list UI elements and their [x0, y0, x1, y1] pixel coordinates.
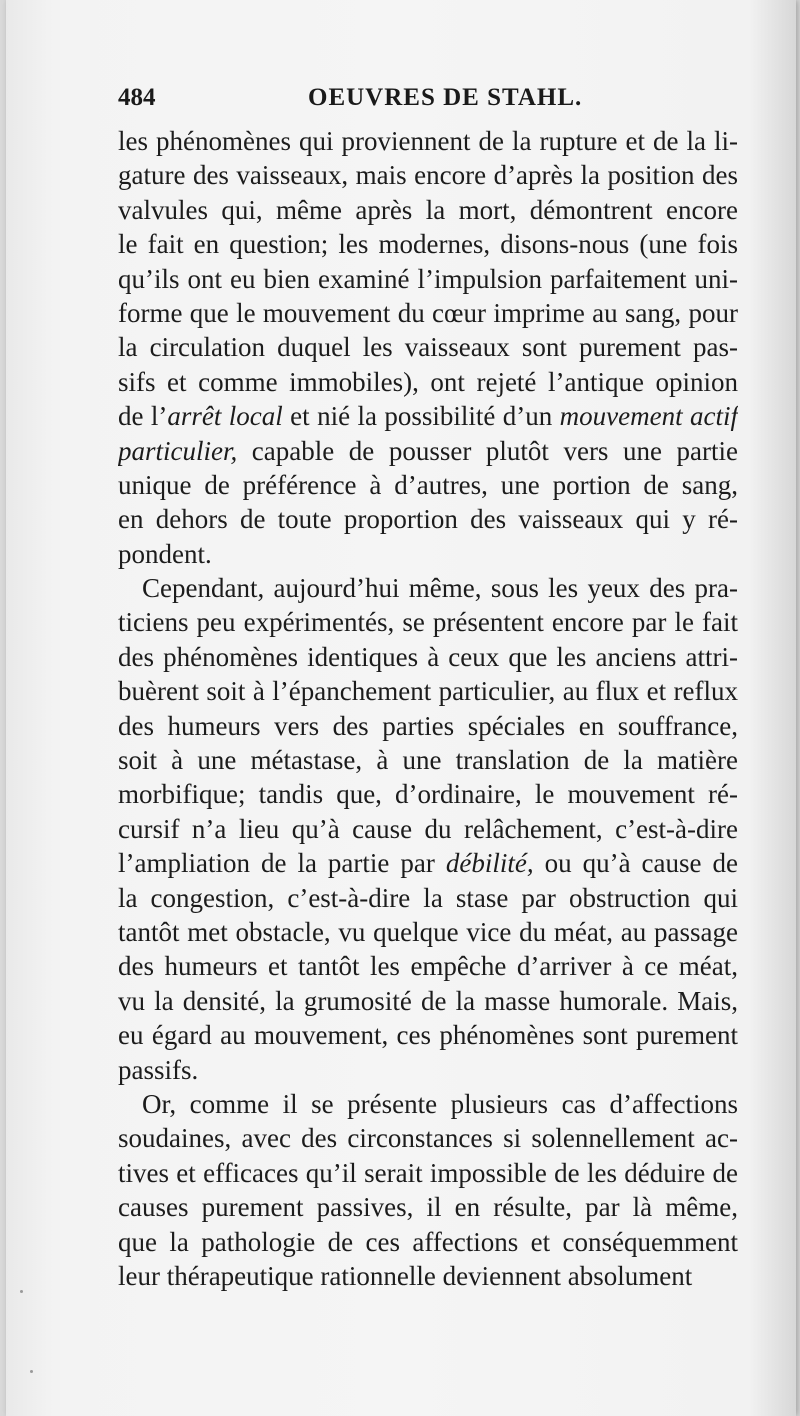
text-line: tantôt met obstacle, vu quelque vice du méat, au passage — [118, 916, 738, 947]
text-line — [118, 399, 738, 433]
paragraph — [118, 571, 738, 1087]
text-line: en dehors de toute proportion des vaisseaux qui y ré- — [118, 504, 738, 535]
text-line: cursif n’a lieu qu’à cause du relâchement, c’est-à-dire — [118, 813, 738, 844]
text-line: forme que le mouvement du cœur imprime au sang, pour — [118, 297, 738, 328]
text-line: gature des vaisseaux, mais encore d’après la position des — [118, 160, 738, 191]
text-line: leur thérapeutique rationnelle deviennent absolument — [118, 1260, 693, 1291]
text-fragment: et nié la possibilité d’un — [282, 401, 560, 432]
text-line: des humeurs vers des parties spéciales en souffrance, — [118, 710, 738, 741]
book-page — [6, 0, 796, 1416]
paper-speck — [30, 1370, 33, 1373]
text-line: vu la densité, la grumosité de la masse humorale. Mais, — [118, 985, 738, 1016]
page-number: 484 — [118, 84, 156, 111]
text-line: eu égard au mouvement, ces phénomènes sont purement — [118, 1020, 738, 1051]
text-line: ticiens peu expérimentés, se présentent encore par le fait — [118, 607, 738, 638]
text-line: passifs. — [118, 1054, 199, 1085]
text-fragment: ou qu’à cause de — [533, 848, 738, 879]
italic-text: particulier, — [118, 435, 238, 466]
page-header — [118, 84, 738, 120]
text-line: pondent. — [118, 538, 212, 569]
text-line: valvules qui, même après la mort, démontrent encore — [118, 194, 738, 225]
text-line: Or, comme il se présente plusieurs cas d’affections — [142, 1088, 738, 1119]
paragraph — [118, 1087, 738, 1293]
text-fragment: capable de pousser plutôt vers une partie — [237, 435, 738, 466]
italic-text: arrêt local — [167, 401, 283, 432]
text-line: des humeurs et tantôt les empêche d’arriver à ce méat, — [118, 951, 738, 982]
paper-speck — [20, 1290, 23, 1293]
text-fragment: l’ampliation de la partie par — [118, 848, 446, 879]
text-fragment: de l’ — [118, 401, 168, 432]
text-line: des phénomènes identiques à ceux que les anciens attri- — [118, 641, 738, 672]
text-line: sifs et comme immobiles), ont rejeté l’antique opinion — [118, 366, 738, 397]
paragraph — [118, 124, 738, 571]
text-line: les phénomènes qui proviennent de la rupture et de la li- — [118, 126, 738, 156]
text-line: morbifique; tandis que, d’ordinaire, le mouvement ré- — [118, 779, 738, 810]
text-line: soudaines, avec des circonstances si solennellement ac- — [118, 1123, 738, 1154]
text-line: soit à une métastase, à une translation de la matière — [118, 745, 738, 776]
italic-text: débilité, — [445, 848, 534, 879]
italic-text: mouvement actif — [559, 401, 738, 432]
text-line: unique de préférence à d’autres, une portion de sang, — [118, 469, 738, 500]
running-head: OEUVRES DE STAHL. — [308, 84, 583, 111]
text-line: la circulation duquel les vaisseaux sont purement pas- — [118, 332, 738, 363]
body-text — [118, 124, 738, 1293]
text-line: causes purement passives, il en résulte, par là même, — [118, 1192, 738, 1223]
text-line: la congestion, c’est-à-dire la stase par obstruction qui — [118, 882, 738, 913]
text-line — [118, 434, 738, 468]
text-line: qu’ils ont eu bien examiné l’impulsion parfaitement uni- — [118, 263, 738, 294]
text-line: tives et efficaces qu’il serait impossible de les déduire de — [118, 1157, 738, 1188]
text-line: Cependant, aujourd’hui même, sous les yeux des pra- — [142, 573, 738, 604]
text-line: que la pathologie de ces affections et conséquemment — [118, 1226, 738, 1257]
text-line: buèrent soit à l’épanchement particulier, au flux et reflux — [118, 676, 738, 707]
text-line: le fait en question; les modernes, disons-nous (une fois — [118, 229, 738, 260]
text-line — [118, 846, 738, 880]
